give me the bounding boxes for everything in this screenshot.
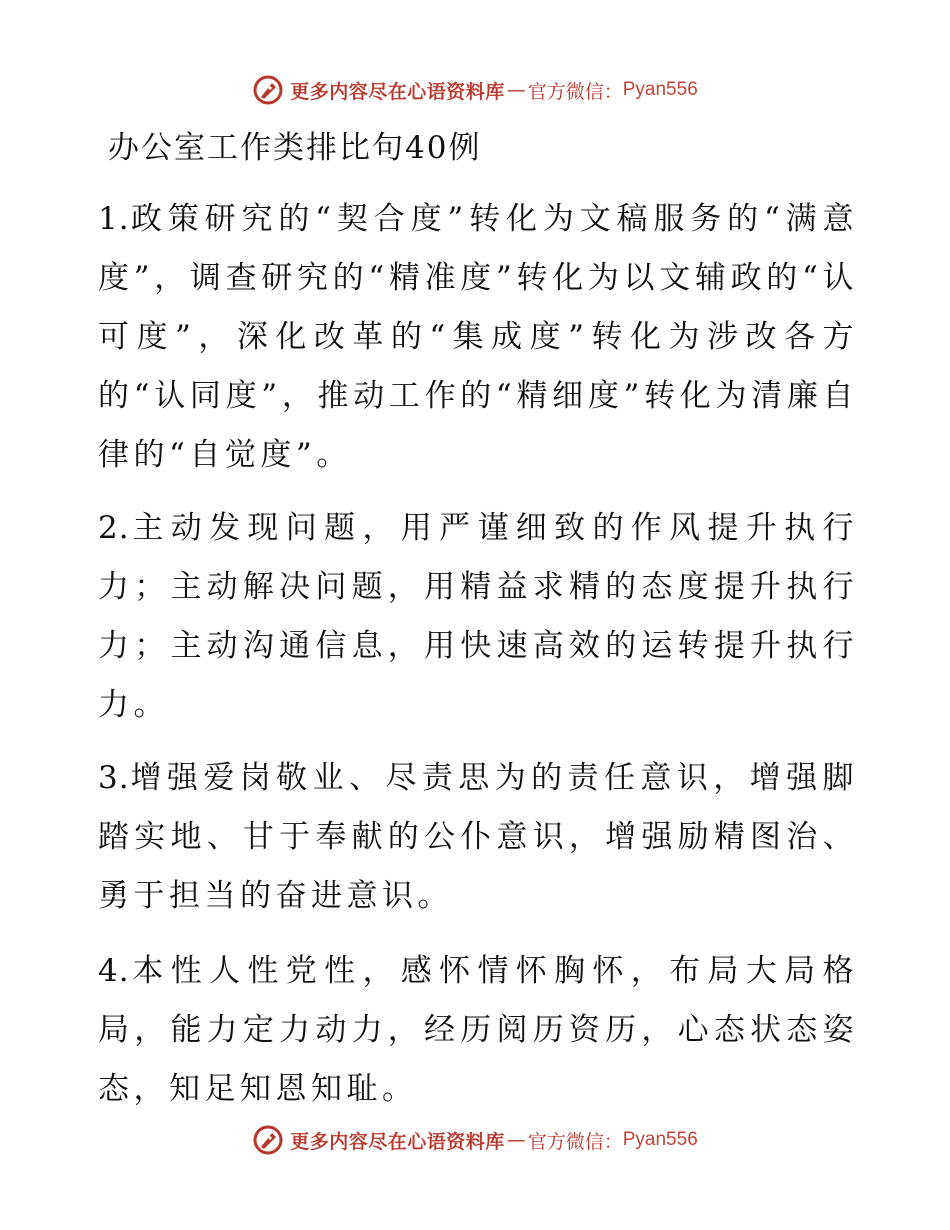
watermark-contact-label: 官方微信： xyxy=(527,80,623,103)
item-number: 1. xyxy=(98,201,130,237)
watermark-handle: Pyan556 xyxy=(622,79,698,100)
watermark-brand: 更多内容尽在心语资料库 xyxy=(290,1130,505,1153)
item-number: 3. xyxy=(98,760,130,796)
list-item xyxy=(98,749,858,926)
watermark-dash: — xyxy=(506,79,526,101)
list-item xyxy=(98,942,858,1119)
watermark-handle: Pyan556 xyxy=(622,1129,698,1150)
document-title: 办公室工作类排比句40例 xyxy=(108,130,482,166)
footer-watermark xyxy=(0,1120,950,1160)
pen-nib-circle-icon xyxy=(252,74,284,106)
list-item xyxy=(98,190,858,485)
pen-nib-circle-icon xyxy=(252,1124,284,1156)
item-number: 4. xyxy=(98,953,130,989)
list-item xyxy=(98,499,858,735)
item-text: 增强爱岗敬业、尽责思为的责任意识，增强脚踏实地、甘于奉献的公仆意识，增强励精图治、勇于担当的奋进意识。 xyxy=(98,760,858,914)
item-text: 政策研究的“契合度”转化为文稿服务的“满意度”，调查研究的“精准度”转化为以文辅政的“认可度”，深化改革的“集成度”转化为涉改各方的“认同度”，推动工作的“精细度”转化为清廉自律的“自觉度”。 xyxy=(98,201,858,473)
watermark-contact-label: 官方微信： xyxy=(527,1130,623,1153)
item-number: 2. xyxy=(98,510,130,546)
watermark-brand: 更多内容尽在心语资料库 xyxy=(290,80,505,103)
item-text: 主动发现问题，用严谨细致的作风提升执行力；主动解决问题，用精益求精的态度提升执行力；主动沟通信息，用快速高效的运转提升执行力。 xyxy=(98,510,858,723)
watermark-dash: — xyxy=(506,1129,526,1151)
header-watermark xyxy=(0,70,950,110)
item-text: 本性人性党性，感怀情怀胸怀，布局大局格局，能力定力动力，经历阅历资历，心态状态姿态，知足知恩知耻。 xyxy=(98,953,858,1107)
